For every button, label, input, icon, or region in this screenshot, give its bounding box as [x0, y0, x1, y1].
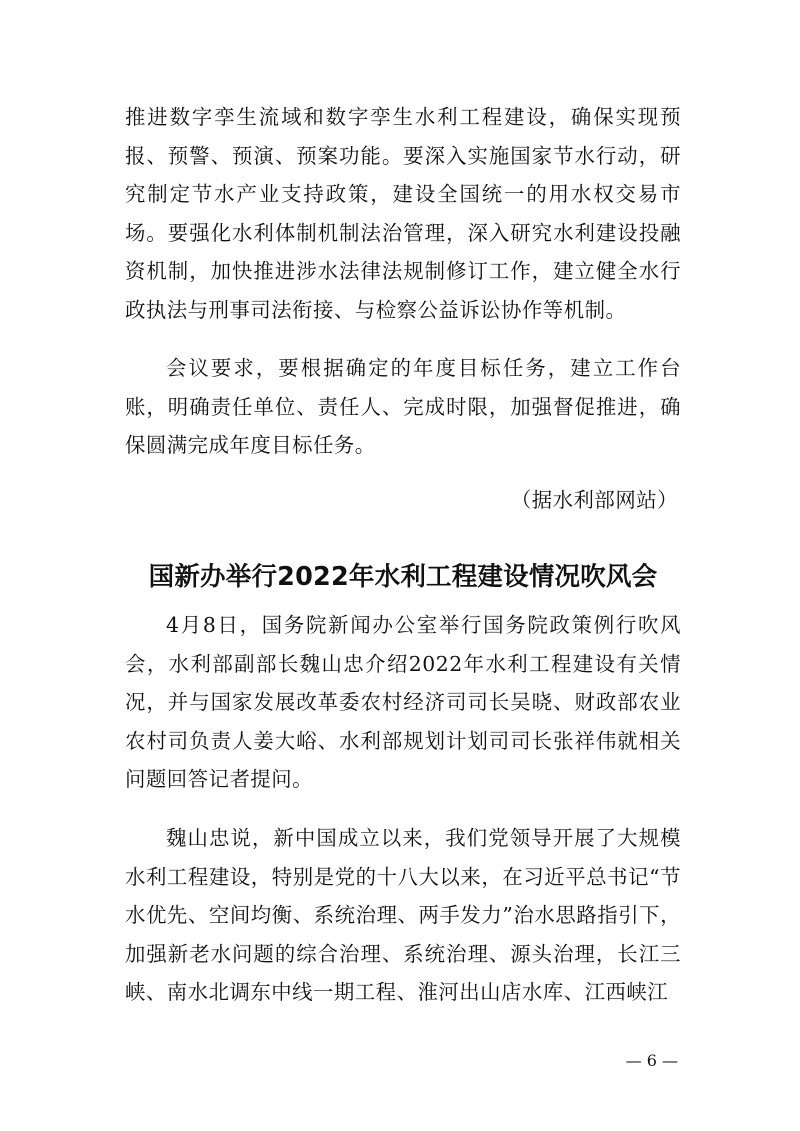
source-attribution: （据水利部网站）: [510, 488, 678, 512]
body-paragraph: 4月8日，国务院新闻办公室举行国务院政策例行吹风会，水利部副部长魏山忠介绍2022年水利工程建设有关情况，并与国家发展改革委农村经济司司长吴晓、财政部农业农村司负责人姜大峪、水利部规划计划司司长张祥伟就相关问题回答记者提问。: [125, 613, 681, 792]
body-paragraph: 推进数字孪生流域和数字孪生水利工程建设，确保实现预报、预警、预演、预案功能。要深入实施国家节水行动，研究制定节水产业支持政策，建设全国统一的用水权交易市场。要强化水利体制机制法治管理，深入研究水利建设投融资机制，加快推进涉水法律法规制修订工作，建立健全水行政执法与刑事司法衔接、与检察公益诉讼协作等机制。: [125, 105, 681, 322]
article-headline: 国新办举行2022年水利工程建设情况吹风会: [148, 562, 658, 592]
body-paragraph: 魏山忠说，新中国成立以来，我们党领导开展了大规模水利工程建设，特别是党的十八大以来，在习近平总书记“节水优先、空间均衡、系统治理、两手发力”治水思路指引下，加强新老水问题的综合治理、系统治理、源头治理，长江三峡、南水北调东中线一期工程、淮河出山店水库、江西峡江: [125, 826, 681, 1005]
page-number: — 6 —: [625, 1051, 678, 1070]
body-paragraph: 会议要求，要根据确定的年度目标任务，建立工作台账，明确责任单位、责任人、完成时限，加强督促推进，确保圆满完成年度目标任务。: [125, 356, 681, 458]
